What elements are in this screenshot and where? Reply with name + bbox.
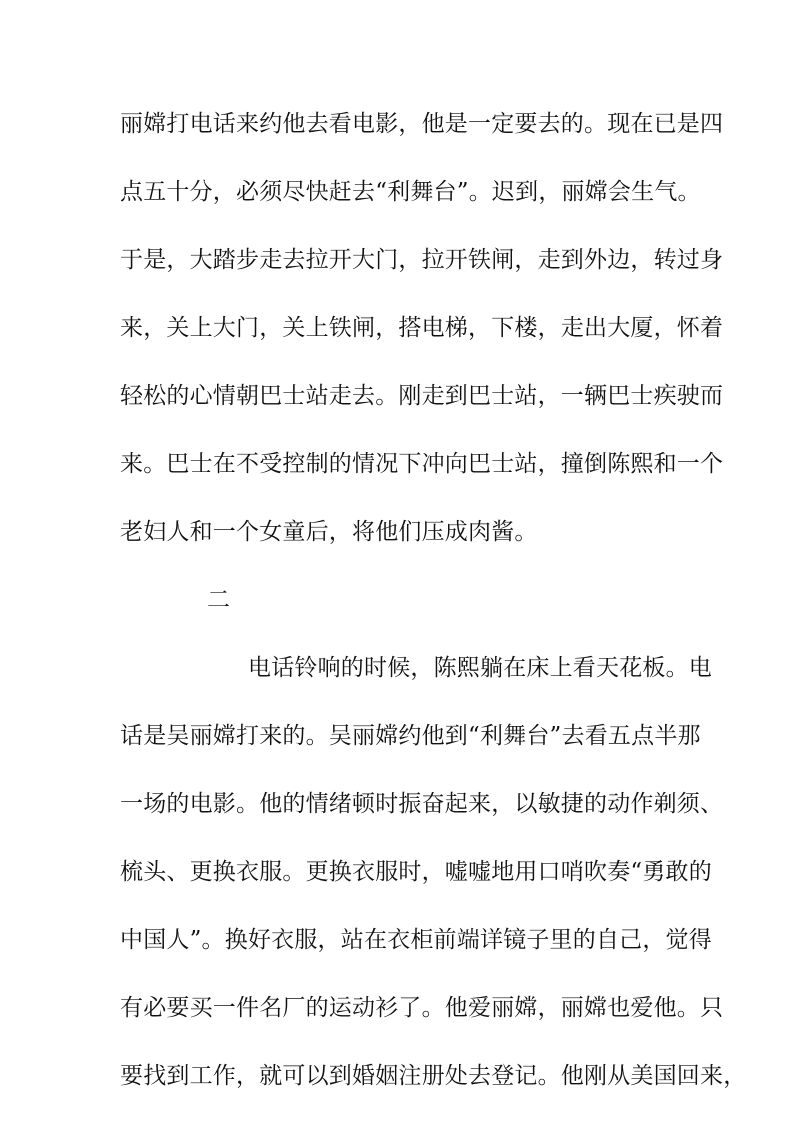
- body-text-line: 中国人”。换好衣服，站在衣柜前端详镜子里的自己，觉得: [120, 927, 712, 953]
- body-text-line: 有必要买一件名厂的运动衫了。他爱丽嫦，丽嫦也爱他。只: [120, 995, 724, 1021]
- section-heading: 二: [207, 587, 231, 613]
- body-text-line: 点五十分，必须尽快赶去“利舞台”。迟到，丽嫦会生气。: [120, 179, 701, 205]
- body-text-line: 老妇人和一个女童后，将他们压成肉酱。: [120, 519, 538, 545]
- body-text-line: 梳头、更换衣服。更换衣服时，嘘嘘地用口哨吹奏“勇敢的: [120, 859, 712, 885]
- body-text-line: 来。巴士在不受控制的情况下冲向巴士站，撞倒陈熙和一个: [120, 451, 724, 477]
- body-text-line: 话是吴丽嫦打来的。吴丽嫦约他到“利舞台”去看五点半那: [120, 723, 701, 749]
- body-text-line: 轻松的心情朝巴士站走去。刚走到巴士站，一辆巴士疾驶而: [120, 383, 724, 409]
- body-text-line: 于是，大踏步走去拉开大门，拉开铁闸，走到外边，转过身: [120, 247, 724, 273]
- body-text-line: 丽嫦打电话来约他去看电影，他是一定要去的。现在已是四: [120, 111, 724, 137]
- body-text-line: 一场的电影。他的情绪顿时振奋起来，以敏捷的动作剃须、: [120, 791, 724, 817]
- body-text-line: 要找到工作，就可以到婚姻注册处去登记。他刚从美国回来，: [120, 1063, 747, 1089]
- body-text-line: 电话铃响的时候，陈熙躺在床上看天花板。电: [248, 655, 712, 681]
- body-text-line: 来，关上大门，关上铁闸，搭电梯，下楼，走出大厦，怀着: [120, 315, 724, 341]
